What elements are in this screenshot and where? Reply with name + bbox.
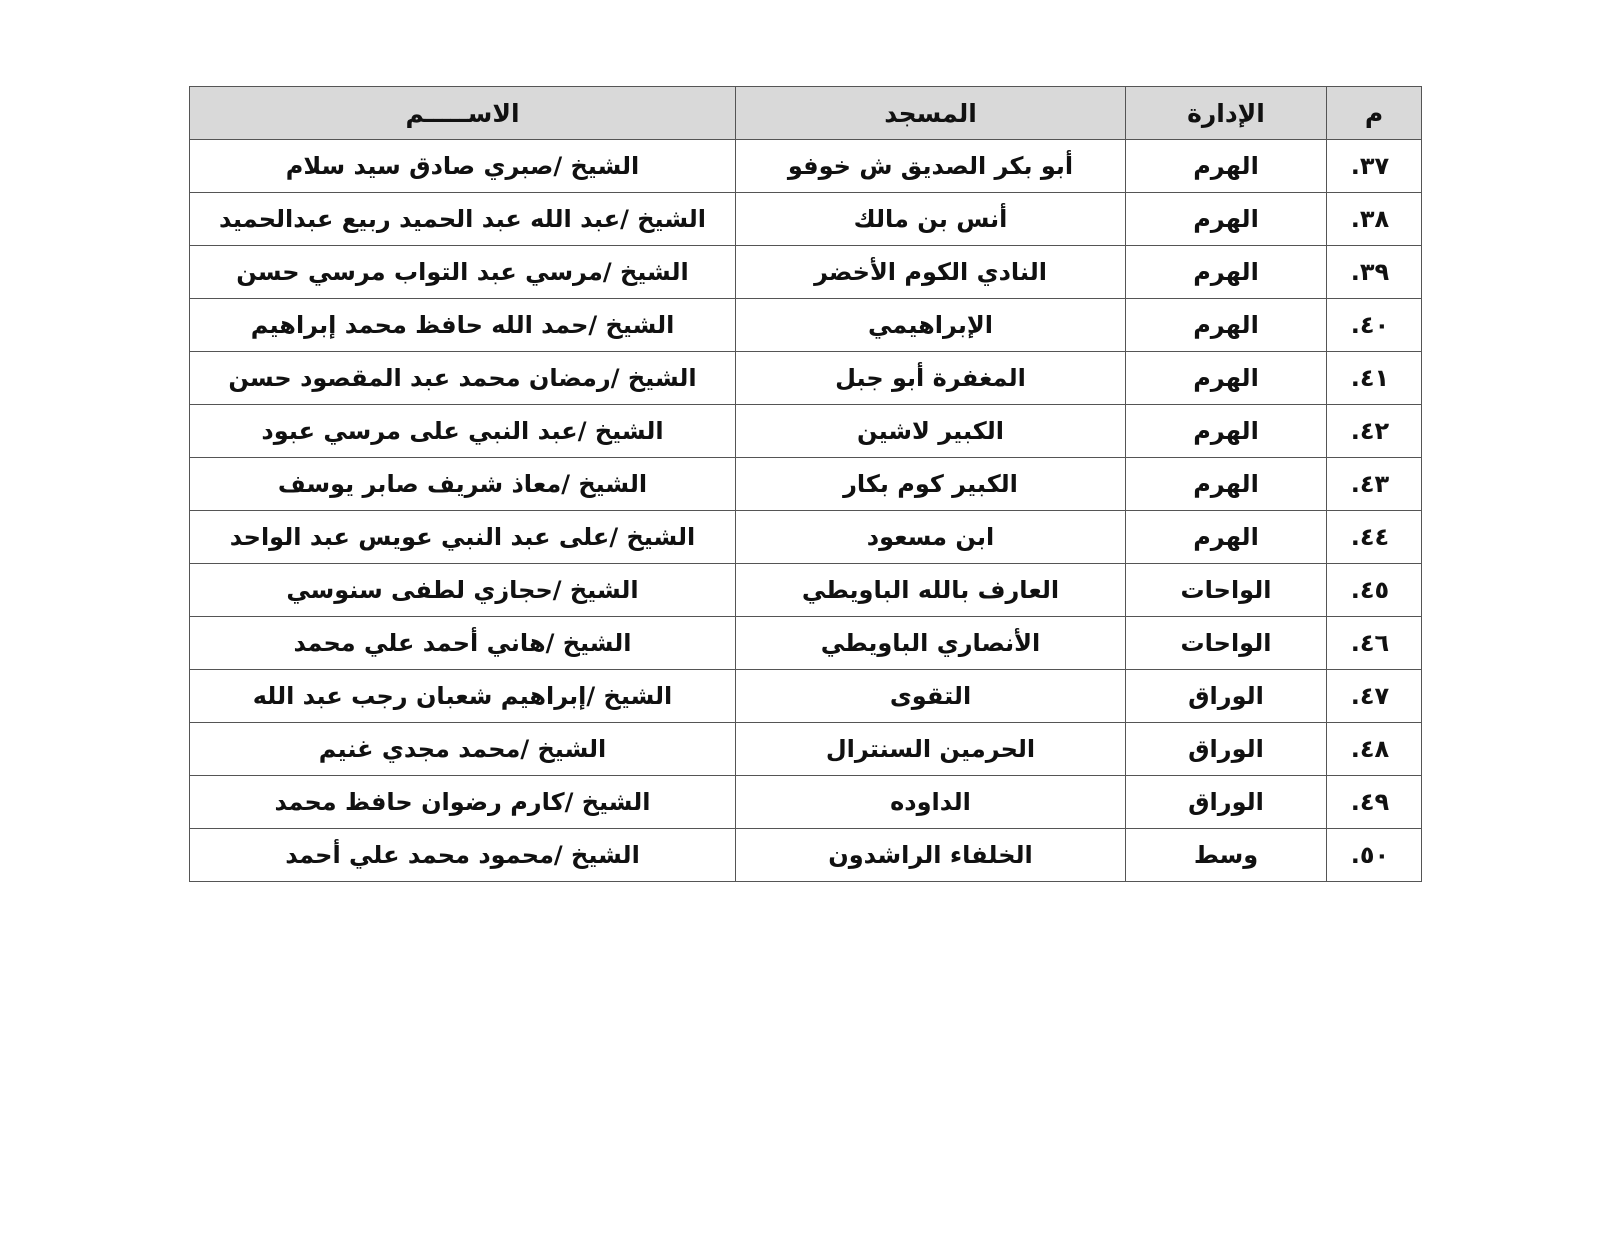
row-mosque: أنس بن مالك [736,193,1126,246]
table-body [190,140,1422,882]
row-administration: الهرم [1126,352,1327,405]
row-name: الشيخ /صبري صادق سيد سلام [190,140,736,193]
row-number: ٤٠. [1327,299,1422,352]
row-administration: وسط [1126,829,1327,882]
row-administration: الهرم [1126,246,1327,299]
table-row [190,246,1422,299]
row-mosque: أبو بكر الصديق ش خوفو [736,140,1126,193]
row-administration: الهرم [1126,193,1327,246]
row-mosque: العارف بالله الباويطي [736,564,1126,617]
row-number: ٤٦. [1327,617,1422,670]
row-administration: الوراق [1126,776,1327,829]
header-number: م [1327,87,1422,140]
row-mosque: الداوده [736,776,1126,829]
table-header [190,87,1422,140]
row-number: ٤٣. [1327,458,1422,511]
row-name: الشيخ /عبد النبي على مرسي عبود [190,405,736,458]
table-row [190,299,1422,352]
row-number: ٤٨. [1327,723,1422,776]
table-row [190,458,1422,511]
table-row [190,140,1422,193]
header-administration: الإدارة [1126,87,1327,140]
row-name: الشيخ /محمود محمد علي أحمد [190,829,736,882]
row-mosque: الحرمين السنترال [736,723,1126,776]
row-administration: الوراق [1126,723,1327,776]
row-name: الشيخ /على عبد النبي عويس عبد الواحد [190,511,736,564]
row-mosque: المغفرة أبو جبل [736,352,1126,405]
row-administration: الهرم [1126,405,1327,458]
row-number: ٣٨. [1327,193,1422,246]
row-number: ٤٥. [1327,564,1422,617]
row-mosque: النادي الكوم الأخضر [736,246,1126,299]
row-mosque: التقوى [736,670,1126,723]
table-row [190,670,1422,723]
row-mosque: الخلفاء الراشدون [736,829,1126,882]
row-name: الشيخ /إبراهيم شعبان رجب عبد الله [190,670,736,723]
row-name: الشيخ /مرسي عبد التواب مرسي حسن [190,246,736,299]
row-administration: الهرم [1126,299,1327,352]
row-name: الشيخ /رمضان محمد عبد المقصود حسن [190,352,736,405]
table-row [190,617,1422,670]
row-mosque: الكبير كوم بكار [736,458,1126,511]
row-name: الشيخ /حمد الله حافظ محمد إبراهيم [190,299,736,352]
row-administration: الواحات [1126,564,1327,617]
table-row [190,564,1422,617]
row-number: ٥٠. [1327,829,1422,882]
row-number: ٤٩. [1327,776,1422,829]
row-name: الشيخ /حجازي لطفى سنوسي [190,564,736,617]
table-row [190,193,1422,246]
row-mosque: الأنصاري الباويطي [736,617,1126,670]
header-mosque: المسجد [736,87,1126,140]
row-mosque: الإبراهيمي [736,299,1126,352]
row-administration: الهرم [1126,511,1327,564]
header-name: الاســـــم [190,87,736,140]
table-row [190,723,1422,776]
row-number: ٤١. [1327,352,1422,405]
row-number: ٤٤. [1327,511,1422,564]
row-name: الشيخ /هاني أحمد علي محمد [190,617,736,670]
table-row [190,405,1422,458]
row-mosque: الكبير لاشين [736,405,1126,458]
row-administration: الهرم [1126,458,1327,511]
table-row [190,776,1422,829]
row-name: الشيخ /محمد مجدي غنيم [190,723,736,776]
mosque-imam-table [189,86,1422,882]
row-name: الشيخ /كارم رضوان حافظ محمد [190,776,736,829]
table-row [190,829,1422,882]
row-number: ٣٩. [1327,246,1422,299]
table-row [190,511,1422,564]
row-administration: الهرم [1126,140,1327,193]
row-number: ٤٧. [1327,670,1422,723]
row-name: الشيخ /عبد الله عبد الحميد ربيع عبدالحميد [190,193,736,246]
header-row [190,87,1422,140]
row-number: ٤٢. [1327,405,1422,458]
row-mosque: ابن مسعود [736,511,1126,564]
row-name: الشيخ /معاذ شريف صابر يوسف [190,458,736,511]
row-number: ٣٧. [1327,140,1422,193]
row-administration: الوراق [1126,670,1327,723]
table-row [190,352,1422,405]
row-administration: الواحات [1126,617,1327,670]
